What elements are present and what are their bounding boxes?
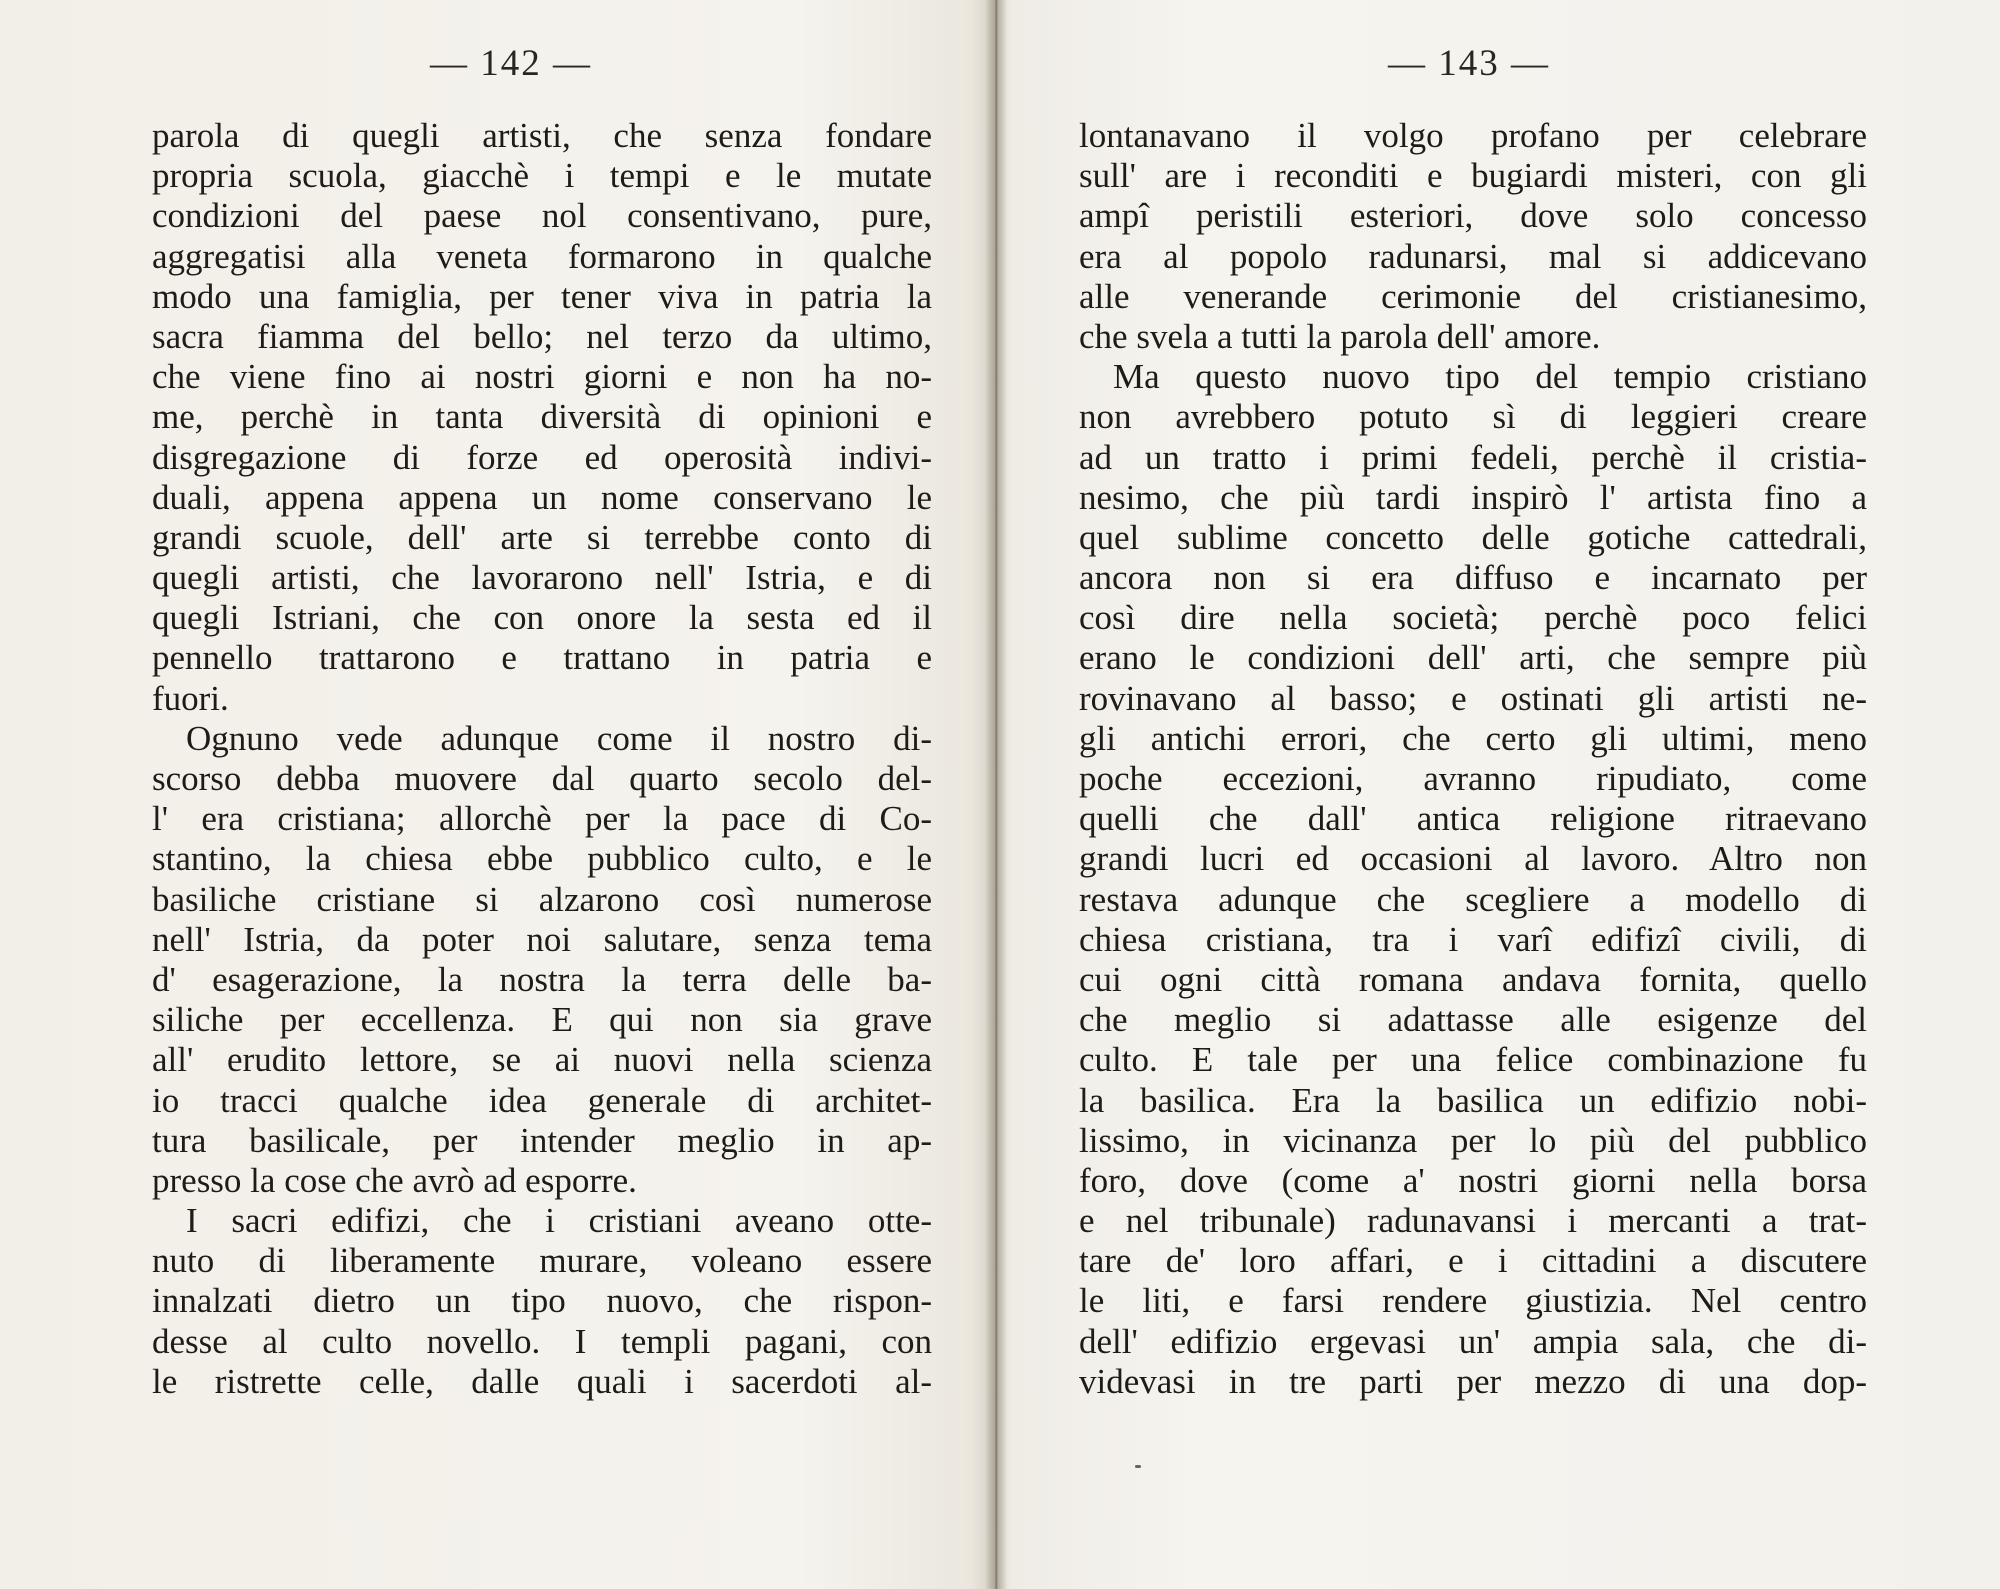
right-page [1008, 0, 2000, 1589]
text-line: la basilica. Era la basilica un edifizio nobi- [1079, 1080, 1867, 1120]
text-line: quegli Istriani, che con onore la sesta ed il [152, 598, 932, 638]
text-line: e nel tribunale) radunavansi i mercanti a trat- [1079, 1201, 1867, 1241]
text-line: grandi lucri ed occasioni al lavoro. Altro non [1079, 839, 1867, 879]
text-line: sacra fiamma del bello; nel terzo da ultimo, [152, 316, 932, 356]
text-line: aggregatisi alla veneta formarono in qualche [152, 236, 932, 276]
left-page [0, 0, 990, 1589]
text-line: che meglio si adattasse alle esigenze del [1079, 1000, 1867, 1040]
text-line: quegli artisti, che lavorarono nell' Istria, e di [152, 558, 932, 598]
text-line: foro, dove (come a' nostri giorni nella borsa [1079, 1160, 1867, 1200]
text-line: ampî peristili esteriori, dove solo concesso [1079, 196, 1867, 236]
text-line: restava adunque che scegliere a modello di [1079, 879, 1867, 919]
text-line: culto. E tale per una felice combinazione fu [1079, 1040, 1867, 1080]
text-line: Ognuno vede adunque come il nostro di- [186, 718, 932, 758]
text-line: scorso debba muovere dal quarto secolo del- [152, 759, 932, 798]
text-line: erano le condizioni dell' arti, che sempre più [1079, 638, 1867, 678]
text-line: lontanavano il volgo profano per celebrare [1079, 116, 1867, 155]
text-line: Ma questo nuovo tipo del tempio cristiano [1113, 357, 1867, 397]
text-line: le liti, e farsi rendere giustizia. Nel centro [1079, 1281, 1867, 1321]
text-line: ancora non si era diffuso e incarnato per [1079, 558, 1867, 598]
text-line: nesimo, che più tardi inspirò l' artista fino a [1079, 477, 1867, 517]
text-line: tare de' loro affari, e i cittadini a discutere [1079, 1241, 1867, 1281]
text-line: che viene fino ai nostri giorni e non ha no- [152, 357, 932, 397]
text-line: videvasi in tre parti per mezzo di una dop- [1079, 1361, 1867, 1401]
text-line: modo una famiglia, per tener viva in patria la [152, 276, 932, 316]
text-line: chiesa cristiana, tra i varî edifizî civili, di [1079, 919, 1867, 959]
text-line: ad un tratto i primi fedeli, perchè il cristia- [1079, 437, 1867, 477]
text-line: io tracci qualche idea generale di architet- [152, 1080, 932, 1120]
text-line: all' erudito lettore, se ai nuovi nella scienza [152, 1040, 932, 1080]
ink-speck [1135, 1465, 1141, 1468]
right-page-text [1079, 116, 1867, 1402]
text-line: che svela a tutti la parola dell' amore. [1079, 316, 1601, 356]
text-line: grandi scuole, dell' arte si terrebbe conto di [152, 517, 932, 557]
text-line: innalzati dietro un tipo nuovo, che rispon- [152, 1281, 932, 1321]
text-line: nuto di liberamente murare, voleano essere [152, 1241, 932, 1281]
text-line: alle venerande cerimonie del cristianesimo, [1079, 276, 1867, 316]
text-line: gli antichi errori, che certo gli ultimi, meno [1079, 718, 1867, 758]
text-line: l' era cristiana; allorchè per la pace di Co- [152, 799, 932, 839]
text-line: condizioni del paese nol consentivano, pure, [152, 196, 932, 236]
text-line: era al popolo radunarsi, mal si addicevano [1079, 236, 1867, 276]
text-line: rovinavano al basso; e ostinati gli artisti ne- [1079, 678, 1867, 718]
text-line: poche eccezioni, avranno ripudiato, come [1079, 759, 1867, 798]
text-line: pennello trattarono e trattano in patria e [152, 638, 932, 678]
text-line: fuori. [152, 678, 229, 718]
text-line: quelli che dall' antica religione ritraevano [1079, 799, 1867, 839]
text-line: I sacri edifizi, che i cristiani aveano otte- [186, 1201, 932, 1241]
text-line: desse al culto novello. I templi pagani, con [152, 1321, 932, 1361]
text-line: non avrebbero potuto sì di leggieri creare [1079, 397, 1867, 437]
text-line: stantino, la chiesa ebbe pubblico culto, e le [152, 839, 932, 879]
text-line: sull' are i reconditi e bugiardi misteri, con gli [1079, 156, 1867, 196]
page-number-right: — 143 — [1388, 43, 1550, 84]
text-line: le ristrette celle, dalle quali i sacerdoti al- [152, 1361, 932, 1401]
text-line: propria scuola, giacchè i tempi e le mutate [152, 156, 932, 196]
text-line: duali, appena appena un nome conservano le [152, 477, 932, 517]
page-number-left: — 142 — [430, 43, 592, 84]
text-line: dell' edifizio ergevasi un' ampia sala, che di- [1079, 1321, 1867, 1361]
text-line: lissimo, in vicinanza per lo più del pubblico [1079, 1120, 1867, 1160]
text-line: d' esagerazione, la nostra la terra delle ba- [152, 959, 932, 999]
text-line: quel sublime concetto delle gotiche cattedrali, [1079, 517, 1867, 557]
text-line: basiliche cristiane si alzarono così numerose [152, 879, 932, 919]
text-line: disgregazione di forze ed operosità indivi- [152, 437, 932, 477]
text-line: così dire nella società; perchè poco felici [1079, 598, 1867, 638]
text-line: tura basilicale, per intender meglio in ap- [152, 1120, 932, 1160]
text-line: siliche per eccellenza. E qui non sia grave [152, 1000, 932, 1040]
text-line: me, perchè in tanta diversità di opinioni e [152, 397, 932, 437]
text-line: cui ogni città romana andava fornita, quello [1079, 959, 1867, 999]
text-line: nell' Istria, da poter noi salutare, senza tema [152, 919, 932, 959]
left-page-text [152, 116, 932, 1402]
text-line: parola di quegli artisti, che senza fondare [152, 116, 932, 155]
text-line: presso la cose che avrò ad esporre. [152, 1160, 637, 1200]
